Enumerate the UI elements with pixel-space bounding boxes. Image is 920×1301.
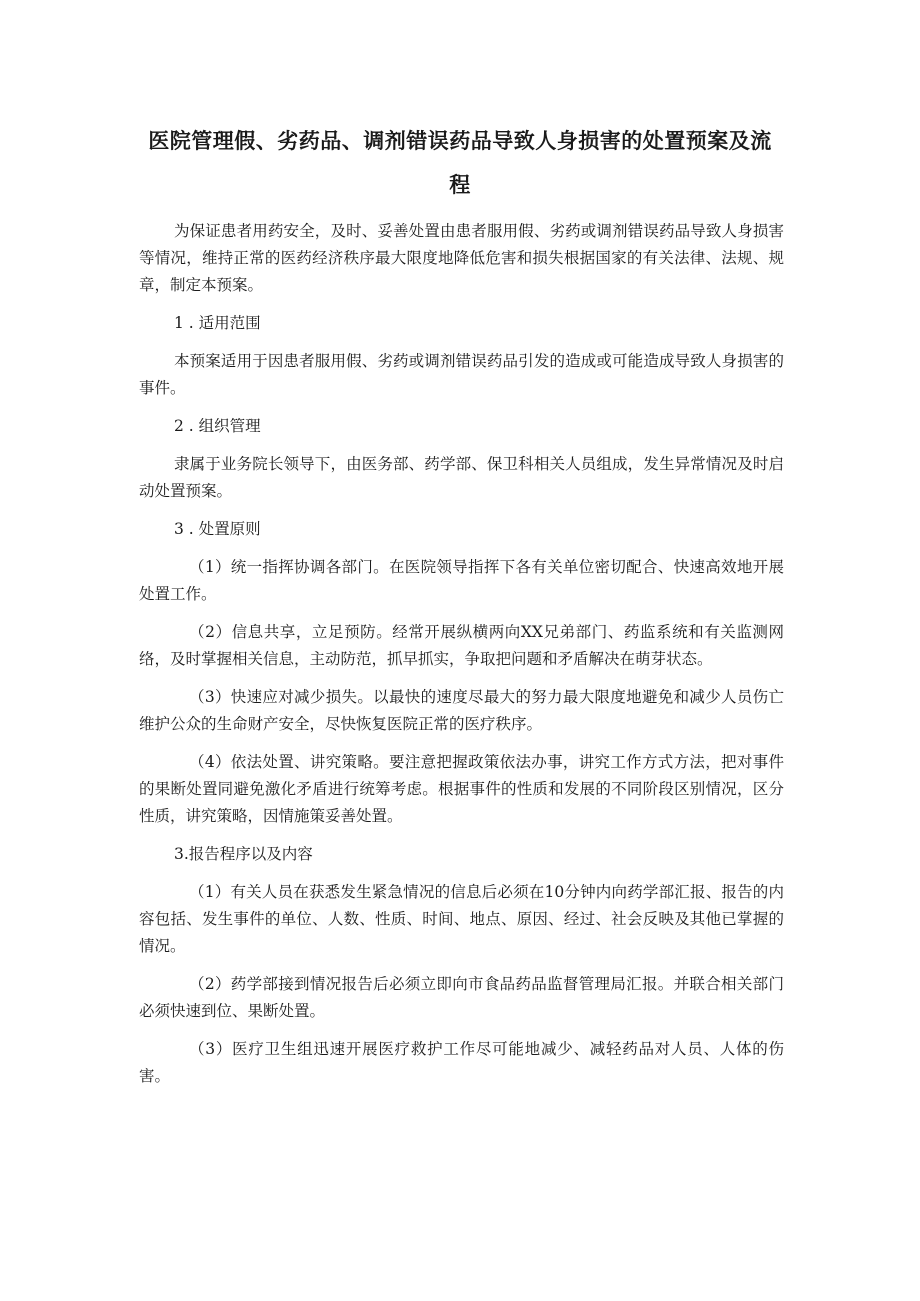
section-2-heading: 2 . 组织管理	[174, 417, 261, 435]
section-3-item-3: （3）快速应对减少损失。以最快的速度尽最大的努力最大限度地避免和减少人员伤亡维护公众的生命财产安全，尽快恢复医院正常的医疗秩序。	[139, 688, 784, 733]
section-3-item-1: （1）统一指挥协调各部门。在医院领导指挥下各有关单位密切配合、快速高效地开展处置工作。	[139, 558, 784, 603]
section-4-item-3: （3）医疗卫生组迅速开展医疗救护工作尽可能地减少、减轻药品对人员、人体的伤害。	[139, 1040, 784, 1085]
section-3-item-2: （2）信息共享，立足预防。经常开展纵横两向XX兄弟部门、药监系统和有关监测网络，及时掌握相关信息，主动防范，抓早抓实，争取把问题和矛盾解决在萌芽状态。	[139, 623, 784, 668]
section-4-item-2: （2）药学部接到情况报告后必须立即向市食品药品监督管理局汇报。并联合相关部门必须快速到位、果断处置。	[139, 975, 784, 1020]
section-3-heading: 3 . 处置原则	[174, 520, 261, 538]
section-1-heading: 1 . 适用范围	[174, 314, 261, 332]
document-title-line-1: 医院管理假、劣药品、调剂错误药品导致人身损害的处置预案及流	[148, 129, 772, 153]
section-3-item-4: （4）依法处置、讲究策略。要注意把握政策依法办事，讲究工作方式方法，把对事件的果断处置同避免激化矛盾进行统筹考虑。根据事件的性质和发展的不同阶段区别情况，区分性质，讲究策略，因情施策妥善处置。	[139, 753, 784, 825]
section-1-body: 本预案适用于因患者服用假、劣药或调剂错误药品引发的造成或可能造成导致人身损害的事件。	[139, 352, 784, 397]
intro-paragraph: 为保证患者用药安全，及时、妥善处置由患者服用假、劣药或调剂错误药品导致人身损害等情况，维持正常的医药经济秩序最大限度地降低危害和损失根据国家的有关法律、法规、规章，制定本预案。	[139, 222, 784, 294]
section-4-item-1: （1）有关人员在获悉发生紧急情况的信息后必须在10分钟内向药学部汇报、报告的内容包括、发生事件的单位、人数、性质、时间、地点、原因、经过、社会反映及其他已掌握的情况。	[139, 883, 784, 955]
document-body	[139, 218, 784, 1101]
section-4-heading: 3.报告程序以及内容	[174, 845, 313, 863]
document-title-line-2: 程	[449, 173, 471, 197]
section-2-body: 隶属于业务院长领导下，由医务部、药学部、保卫科相关人员组成，发生异常情况及时启动处置预案。	[139, 455, 784, 500]
